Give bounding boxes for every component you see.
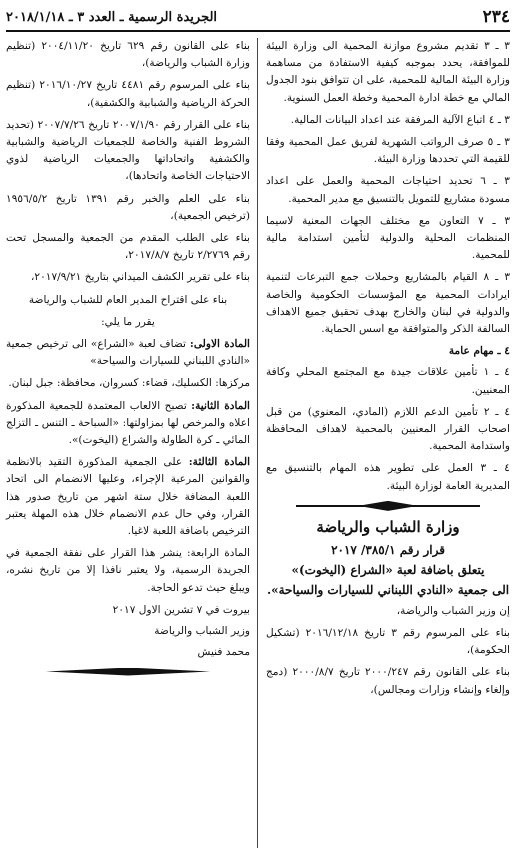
basis-notice-1391: بناء على العلم والخبر رقم ١٣٩١ تاريخ ١٩٥٦/٥/٢ (ترخيص الجمعية)، [6,192,250,222]
article-1-label: المادة الاولى: [189,338,250,351]
article-1-location: مركزها: الكسليك، قضاء: كسروان، محافظة: جبل لبنان. [8,377,250,390]
clause-4-3: ٤ ـ ٣ العمل على تطوير هذه المهام بالتنسيق مع المديرية العامة لوزارة البيئة. [266,462,510,492]
page-header [6,4,510,32]
left-column [6,38,250,850]
basis-request: بناء على الطلب المقدم من الجمعية والمسجل تحت رقم ٢/٢٧٦٩ تاريخ ٢٠١٧/٨/٧، [6,232,250,262]
article-2 [6,398,250,450]
preamble-decree: بناء على المرسوم رقم ٣ تاريخ ٢٠١٦/١٢/١٨ (تشكيل الحكومة)، [266,626,510,657]
clause-3-4: ٣ ـ ٤ اتباع الآلية المرفقة عند اعداد البيانات المالية. [290,113,510,126]
article-1 [6,336,250,370]
article-2-text: تصبح الالعاب المعتمدة للجمعية المذكورة اعلاه والمرخص لها بمزاولتها: «السباحة ـ التنس ـ التزلج المائي ـ كرة الطاولة والشراع (اليخوت)». [6,399,250,447]
page-number: ٢٣٤ [482,7,510,27]
gazette-title: الجريدة الرسمية ـ العدد ٣ ـ ٢٠١٨/١/١٨ [6,9,218,25]
preamble-law: بناء على القانون رقم ٢٠٠٠/٢٤٧ تاريخ ٢٠٠٠/٨/٧ (دمج وإلغاء وإنشاء وزارات ومجالس)، [266,666,510,696]
clause-4-1: ٤ ـ ١ تأمين علاقات جيدة مع المجتمع المحلي وكافة المعنيين. [266,366,510,396]
signer-title: وزير الشباب والرياضة [154,625,250,638]
clause-3-6: ٣ ـ ٦ تحديد احتياجات المحمية والعمل على اعداد مسودة مشاريع للتمويل بالتنسيق مع مدير المحمية. [266,175,510,205]
basis-decree-4481: بناء على المرسوم رقم ٤٤٨١ تاريخ ٢٠١٦/١٠/٢٧ (تنظيم الحركة الرياضية والشبابية والكشفية)، [6,79,250,109]
clause-3-3: ٣ ـ ٣ تقديم مشروع موازنة المحمية الى وزارة البيئة للموافقة، يحدد بموجبه كيفية الاستفادة من مساهمة وزارة البيئة المالية للمحمية، على ان تتوافق بنود الجدول المالي مع خطة ادارة المحمية وخطة العمل السنوية. [266,40,510,104]
article-4: المادة الرابعة: ينشر هذا القرار على نفقة الجمعية في الجريدة الرسمية، ولا يعتبر نافذا إلا من تاريخ نشره، ويبلغ حيث تدعو الحاجة. [6,547,250,594]
article-3-text: على الجمعية المذكورة التقيد بالانظمة والقوانين المرعية الإجراء، وعليها الانضمام الى اتحاد اللعبة المضافة خلال ستة اشهر من تاريخ صدور هذا القرار، وفي حال عدم الانضمام خلال هذه المهلة يعتبر الترخيص باضافة اللعبة لاغيا. [6,456,250,538]
end-ornament [46,668,210,676]
clause-3-8: ٣ ـ ٨ القيام بالمشاريع وحملات جمع التبرعات لتنمية ايرادات المحمية مع المؤسسات الحكومية والخاصة والدولية في لبنان والخارج بهدف تحقيق جميع الاهداف السالفة الذكر والمتوافقة مع اسس الحماية. [266,271,511,336]
basis-decision-90: بناء على القرار رقم ٢٠٠٧/١/٩٠ تاريخ ٢٠٠٧/٧/٢٦ (تحديد الشروط الفنية والخاصة للجمعيات الرياضية والشبابية والكشفية واتحاداتها والجمعيات الرياضية لذوي الاحتياجات الخاصة واتحادها)، [6,118,250,183]
preamble-minister: إن وزير الشباب والرياضة، [396,604,510,617]
clause-3-5: ٣ ـ ٥ صرف الرواتب الشهرية لفريق عمل المحمية وفقا للقيمة التي تحددها وزارة البيئة. [266,136,510,166]
place-date: بيروت في ٧ تشرين الاول ٢٠١٧ [112,603,250,616]
basis-proposal: بناء على اقتراح المدير العام للشباب والرياضة [28,293,228,306]
signer-name: محمد فنيش [197,646,250,659]
decision-subject-line-2: الى جمعية «النادي اللبناني للسيارات والسياحة». [266,583,510,598]
article-1-text: تضاف لعبة «الشراع» الى ترخيص جمعية «النادي اللبناني للسيارات والسياحة» [6,338,250,368]
right-column [266,38,510,850]
ministry-heading: وزارة الشباب والرياضة [316,517,460,536]
decides-heading: يقرر ما يلي: [101,315,155,328]
section-4-title: ٤ ـ مهام عامة [448,345,510,358]
article-3-label: المادة الثالثة: [188,456,251,469]
section-divider-ornament [296,501,480,511]
clause-3-7: ٣ ـ ٧ التعاون مع مختلف الجهات المعنية لاسيما المنظمات المحلية والدولية لتأمين استدامة مالية للمحمية. [266,214,511,262]
basis-inspection-report: بناء على تقرير الكشف الميداني بتاريخ ٢٠١٧/٩/٢١، [30,271,250,284]
decision-number: قرار رقم ٣٨٥/١/ ٢٠١٧ [331,543,445,558]
basis-law-629: بناء على القانون رقم ٦٢٩ تاريخ ٢٠٠٤/١١/٢٠ (تنظيم وزارة الشباب والرياضة)، [6,40,250,70]
article-2-label: المادة الثانية: [191,399,250,412]
clause-4-2: ٤ ـ ٢ تأمين الدعم اللازم (المادي، المعنوي) من قبل اصحاب القرار المعنيين بالمحمية لاهداف المحافظة واستدامة المحمية. [266,405,511,453]
column-divider [257,38,258,848]
decision-subject-line-1: يتعلق باضافة لعبة «الشراع (اليخوت)» [291,563,485,578]
article-3 [6,454,250,540]
